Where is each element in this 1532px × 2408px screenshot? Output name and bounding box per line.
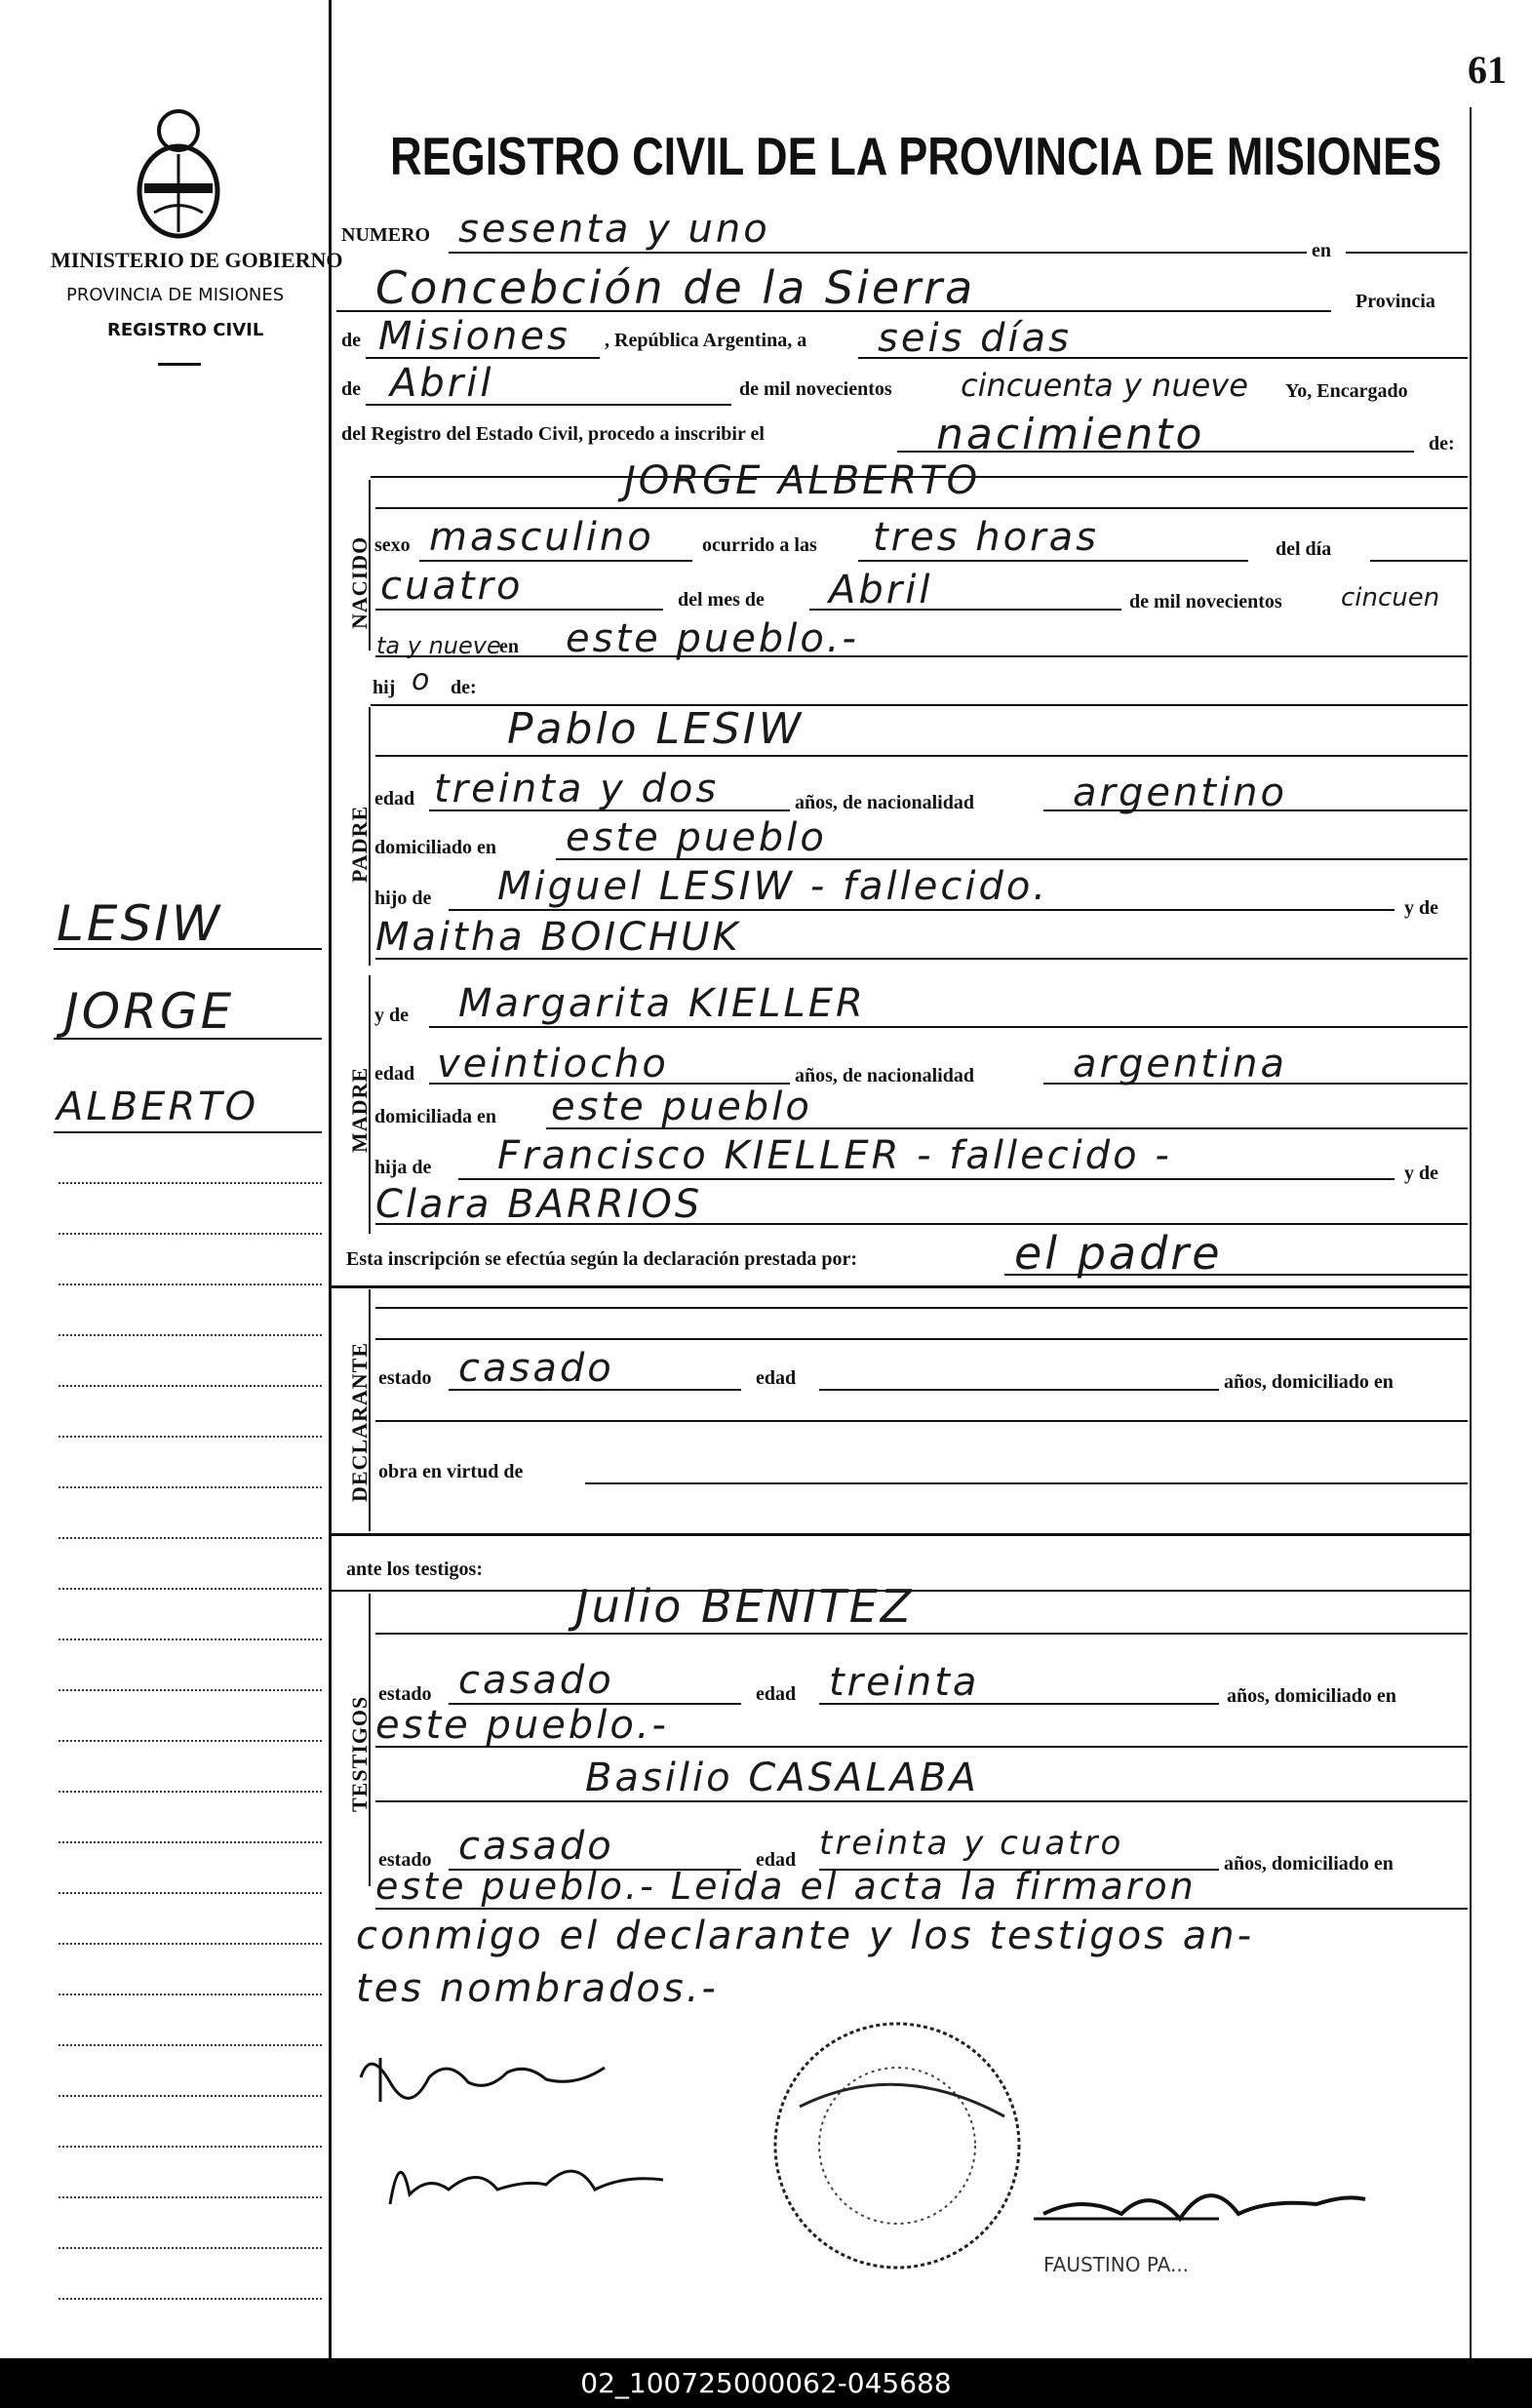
witness2-status-value: casado [458,1824,614,1869]
maternal-grandmother-value: Clara BARRIOS [375,1182,703,1227]
witness2-name-value: Basilio CASALABA [585,1756,979,1800]
anos-dom-t2-label: años, domiciliado en [1224,1853,1394,1875]
edad-t2-label: edad [756,1849,797,1871]
field-line [1043,809,1468,811]
field-line [449,1389,741,1391]
margin-dotted-line [59,2044,322,2046]
field-line [585,1482,1468,1484]
witness2-age-value: treinta y cuatro [819,1824,1124,1863]
sex-value: masculino [429,515,654,560]
margin-dotted-line [59,1892,322,1894]
month-value: Abril [390,361,494,406]
anos-dom-t1-label: años, domiciliado en [1227,1685,1396,1707]
mother-nationality-value: argentina [1073,1042,1287,1086]
right-border [1470,107,1472,2360]
margin-dotted-line [59,1791,322,1793]
margin-dotted-line [59,1385,322,1387]
margin-dotted-line [59,2247,322,2249]
field-line [375,1908,1468,1910]
estado-t1-label: estado [378,1683,432,1705]
field-line [809,609,1121,611]
hijo-de-label: hijo de [374,888,432,909]
margin-surname: LESIW [57,895,223,952]
field-line [819,1703,1219,1705]
year-value: cincuenta y nueve [961,367,1248,404]
witness1-age-value: treinta [829,1660,980,1705]
section-rule [332,1285,1470,1288]
field-line [819,1389,1219,1391]
declarante-label: DECLARANTE [347,1341,372,1502]
field-line [375,1223,1468,1225]
testigos-label: TESTIGOS [347,1695,372,1812]
estado-label: estado [378,1367,432,1389]
margin-line [54,1038,322,1040]
field-line [1004,1274,1468,1276]
province-value: Misiones [378,314,570,359]
en-label-2: en [499,636,519,657]
paternal-grandfather-value: Miguel LESIW - fallecido. [497,864,1049,909]
official-seal-icon [761,1999,1034,2292]
signature-registrar-icon [1024,2165,1375,2253]
act-value: nacimiento [936,410,1205,459]
field-line [897,451,1414,453]
field-line [449,909,1395,911]
margin-line [54,948,322,950]
margin-second-name: ALBERTO [57,1085,259,1129]
birth-year-part2: ta y nueve [376,632,501,659]
field-line [1043,1083,1468,1085]
office-label: REGISTRO CIVIL [107,320,264,340]
field-line [556,858,1468,860]
field-line [375,1307,1468,1309]
field-line [546,1127,1468,1129]
edad-t1-label: edad [756,1683,797,1705]
witness1-name-value: Julio BENITEZ [575,1580,915,1633]
child-name-value: JORGE ALBERTO [624,458,981,503]
del-dia-label: del día [1276,538,1332,560]
field-line [366,404,731,406]
declarant-status-value: casado [458,1346,614,1391]
field-line [858,560,1248,562]
margin-dotted-line [59,1588,322,1590]
day-value: seis días [878,316,1072,361]
y-de-label: y de [1404,897,1438,919]
margin-dotted-line [59,1740,322,1742]
margin-dotted-line [59,1841,322,1843]
margin-dotted-line [59,1689,322,1691]
day-number-value: cuatro [380,564,524,609]
field-line [375,507,1468,509]
anos-nac-label: años, de nacionalidad [795,792,974,813]
de-colon-label-2: de: [451,677,477,698]
margin-dotted-line [59,1486,322,1488]
hij-label: hij [373,677,396,698]
closing-line-2: tes nombrados.- [356,1966,719,2011]
margin-dotted-line [59,1283,322,1285]
section-rule [332,1533,1470,1536]
edad-label: edad [374,788,415,809]
field-line [375,755,1468,757]
del-mes-label: del mes de [678,589,765,611]
birth-year-part1: cincuen [1341,583,1440,612]
field-line [375,1800,1468,1802]
mother-domicile-value: este pueblo [551,1085,812,1129]
ocurrido-label: ocurrido a las [702,534,817,556]
edad-madre-label: edad [374,1063,415,1085]
estado-t2-label: estado [378,1849,432,1871]
margin-dotted-line [59,2298,322,2300]
de-label-2: de [341,378,361,400]
y-de-madre-label: y de [374,1005,409,1026]
field-line [366,357,600,359]
numero-value: sesenta y uno [458,207,770,252]
witness2-domicile-value: este pueblo.- Leida el acta la firmaron [375,1865,1197,1908]
margin-dotted-line [59,1537,322,1539]
witness1-domicile-value: este pueblo.- [375,1703,669,1748]
margin-dotted-line [59,1638,322,1640]
birth-month-value: Abril [829,568,933,612]
hour-value: tres horas [873,515,1099,560]
birth-place-value: este pueblo.- [566,616,859,661]
margin-dotted-line [59,1436,322,1438]
yo-label: Yo, Encargado [1285,380,1408,402]
field-line [375,1420,1468,1422]
edad-decl-label: edad [756,1367,797,1389]
madre-label: MADRE [347,1066,372,1153]
signature-declarant-icon [351,2038,644,2116]
margin-dotted-line [59,1943,322,1945]
y-de-madre-2-label: y de [1404,1163,1438,1184]
maternal-grandfather-value: Francisco KIELLER - fallecido - [497,1133,1172,1178]
province-label: PROVINCIA DE MISIONES [66,285,285,305]
margin-dotted-line [59,1233,322,1235]
place-value: Concebción de la Sierra [375,261,976,314]
margin-first-name: JORGE [64,983,235,1040]
document-id-footer: 02_100725000062-045688 [0,2358,1532,2408]
father-name-value: Pablo LESIW [507,704,805,754]
margin-dotted-line [59,2146,322,2148]
inscripcion-label: Esta inscripción se efectúa según la declaración prestada por: [346,1248,858,1270]
margin-dotted-line [59,1182,322,1184]
ministry-label: MINISTERIO DE GOBIERNO [51,248,343,272]
de-colon-label: de: [1429,433,1455,454]
del-registro-label: del Registro del Estado Civil, procedo a inscribir el [341,423,765,445]
margin-dotted-line [59,2095,322,2097]
provincia-label: Provincia [1355,291,1435,312]
paternal-grandmother-value: Maitha BOICHUK [375,915,741,960]
section-border [369,1289,371,1531]
anos-dom-label: años, domiciliado en [1224,1371,1394,1393]
hijo-letter: o [412,663,433,697]
official-name: FAUSTINO PA... [1043,2253,1190,2276]
ante-testigos-label: ante los testigos: [346,1559,483,1580]
field-line [458,1178,1395,1180]
field-line [449,252,1307,254]
section-border [369,480,371,651]
field-line [375,1338,1468,1340]
field-line [375,655,1468,657]
witness1-status-value: casado [458,1658,614,1703]
margin-line [54,1131,322,1133]
field-line [375,609,663,611]
coat-of-arms-icon [125,105,232,242]
field-line [429,1026,1468,1028]
section-border [369,975,371,1234]
field-line [375,958,1468,960]
sexo-label: sexo [374,534,411,556]
margin-dotted-line [59,1334,322,1336]
field-line [419,560,692,562]
mother-age-value: veintiocho [437,1042,669,1086]
father-nationality-value: argentino [1073,770,1287,815]
field-line [336,310,1331,312]
field-line [375,1746,1468,1748]
field-line [429,809,790,811]
section-border [369,1594,371,1886]
en-label: en [1312,240,1331,261]
left-border [329,0,332,2358]
hija-de-label: hija de [374,1157,432,1178]
de-label: de [341,330,361,351]
field-line [1346,252,1468,254]
republica-label: , República Argentina, a [605,330,807,351]
margin-dotted-line [59,1994,322,1995]
father-domicile-value: este pueblo [566,815,827,860]
obra-label: obra en virtud de [378,1461,524,1482]
padre-label: PADRE [347,805,372,883]
margin-dotted-line [59,2196,322,2198]
de-mil-nov-label: de mil novecientos [1129,591,1282,612]
anos-nac-madre-label: años, de nacionalidad [795,1065,974,1086]
field-line [1370,560,1468,562]
signature-witness-icon [351,2136,702,2224]
domiciliado-label: domiciliado en [374,837,497,858]
page-title: REGISTRO CIVIL DE LA PROVINCIA DE MISIONES [390,126,1442,186]
section-border [369,707,371,966]
declarant-value: el padre [1014,1227,1223,1280]
closing-line-1: conmigo el declarante y los testigos an- [356,1914,1255,1958]
page-number: 61 [1468,48,1507,92]
field-line [375,1633,1468,1635]
father-age-value: treinta y dos [434,767,720,811]
numero-label: NUMERO [341,224,431,246]
divider [158,363,201,366]
mother-name-value: Margarita KIELLER [458,981,866,1026]
field-line [858,357,1468,359]
domiciliada-label: domiciliada en [374,1106,497,1127]
de-mil-label: de mil novecientos [739,378,892,400]
nacido-label: NACIDO [347,535,372,629]
